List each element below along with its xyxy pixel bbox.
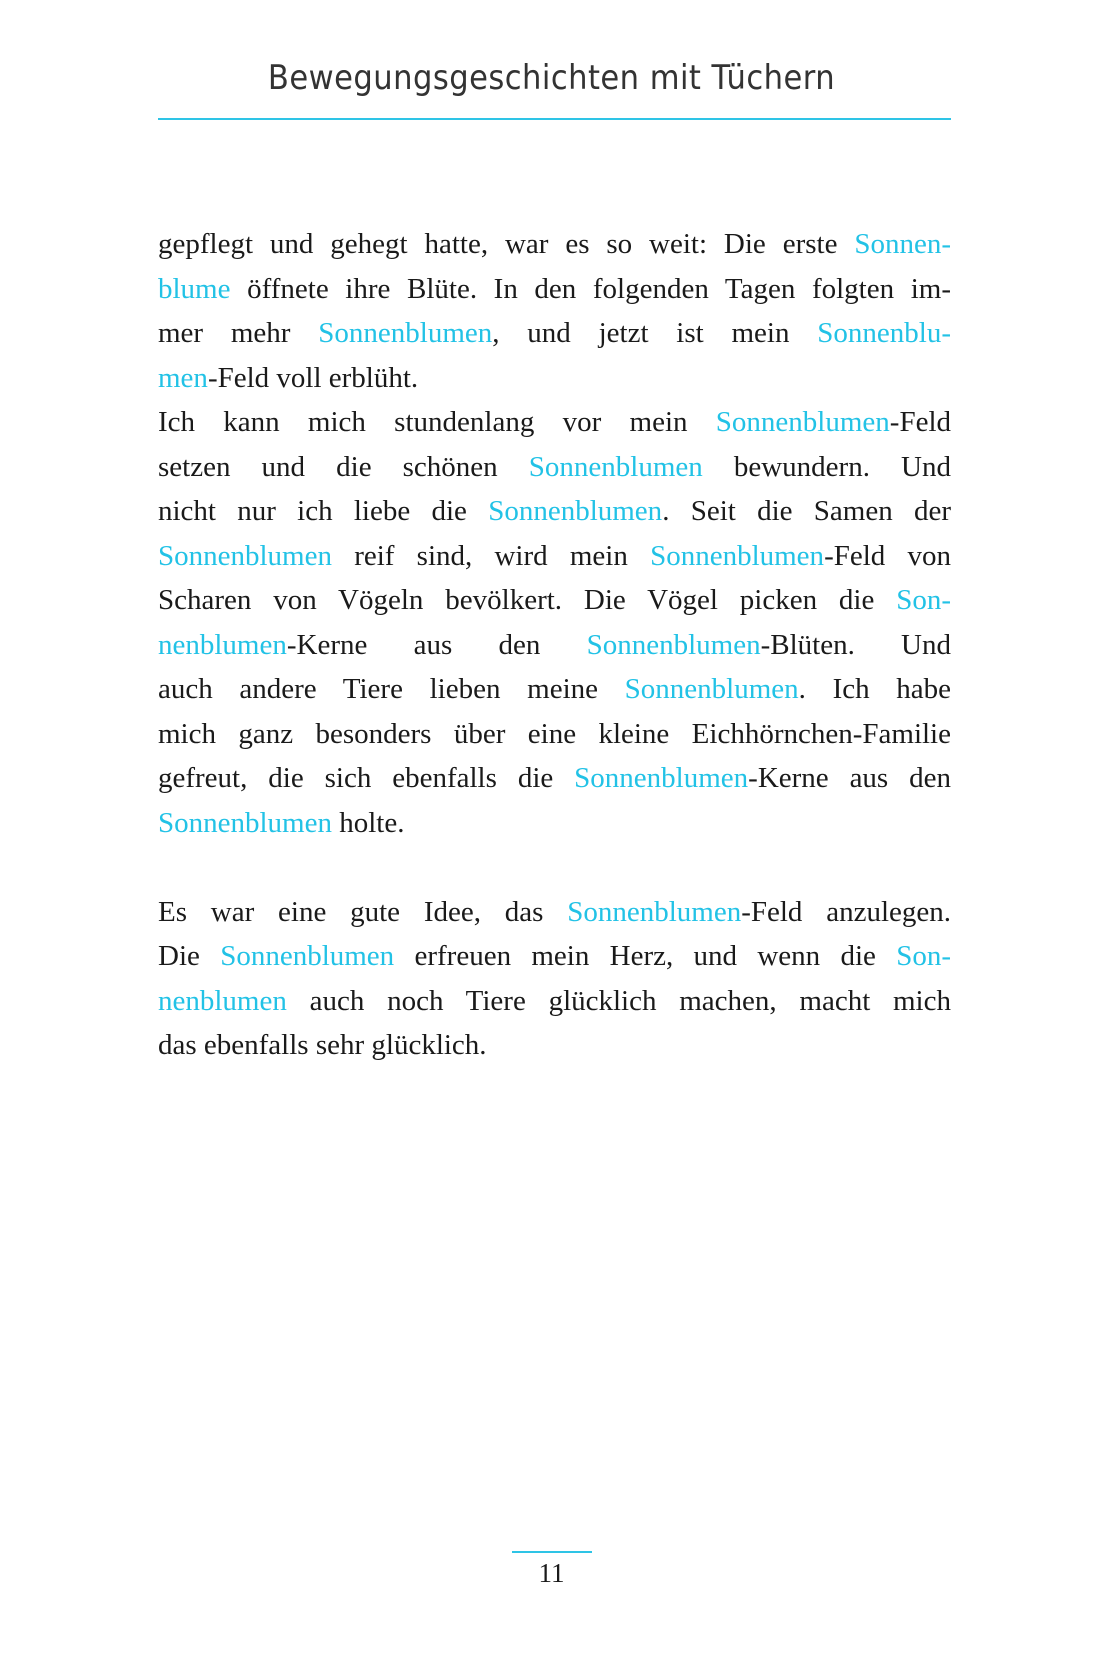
highlighted-word: Sonnenblumen (318, 317, 493, 349)
text-segment: . Ich habe (798, 673, 951, 705)
text-segment: -Feld (889, 406, 951, 438)
highlighted-word: Sonnenblumen (528, 450, 703, 483)
text-segment: gepflegt und gehegt hatte, war es so weit: Die erste (158, 228, 855, 260)
text-segment: Scharen von Vögeln bevölkert. Die Vögel picken die (158, 584, 897, 616)
text-segment: -Feld von (824, 539, 951, 572)
highlighted-word: Sonnenblu- (817, 317, 951, 349)
paragraph-1 (158, 222, 951, 400)
text-segment: gefreut, die sich ebenfalls die (158, 762, 575, 794)
text-line (158, 623, 951, 668)
text-line (158, 222, 951, 267)
highlighted-word: Sonnenblumen (586, 628, 761, 661)
text-line (158, 979, 951, 1024)
text-line (158, 356, 951, 401)
highlighted-word: Sonnenblumen (715, 406, 890, 438)
text-line (158, 934, 951, 979)
text-line (158, 267, 951, 312)
highlighted-word: blume (158, 272, 231, 305)
text-line (158, 801, 951, 846)
text-line (158, 578, 951, 623)
text-segment: -Kerne aus den (286, 628, 587, 661)
text-line (158, 712, 951, 757)
text-segment: -Blüten. Und (760, 628, 952, 661)
text-segment: , und jetzt ist mein (492, 317, 818, 349)
text-line (158, 534, 951, 579)
text-segment: das ebenfalls sehr glücklich. (158, 1029, 487, 1061)
text-line (158, 756, 951, 801)
highlighted-word: Sonnenblumen (488, 495, 663, 527)
highlighted-word: nenblumen (158, 984, 287, 1017)
text-segment: Ich kann mich stundenlang vor mein (158, 406, 716, 438)
paragraph-2 (158, 400, 951, 845)
highlighted-word: Sonnenblumen (567, 895, 742, 928)
text-segment: Es war eine gute Idee, das (158, 895, 568, 928)
highlighted-word: Sonnenblumen (220, 940, 395, 972)
text-segment: -Kerne aus den (748, 762, 952, 794)
text-line (158, 445, 951, 490)
text-segment: setzen und die schönen (158, 450, 529, 483)
page-header-title: Bewegungsgeschichten mit Tüchern (267, 58, 836, 98)
paragraph-3 (158, 890, 951, 1068)
text-segment: auch noch Tiere glücklich machen, macht mich (286, 984, 951, 1017)
text-line (158, 311, 951, 356)
highlighted-word: Sonnenblumen (574, 762, 749, 794)
highlighted-word: Sonnenblumen (624, 673, 799, 705)
text-segment: . Seit die Samen der (662, 495, 951, 527)
text-segment: auch andere Tiere lieben meine (158, 673, 625, 705)
footer-divider (512, 1551, 592, 1553)
text-segment: Die (158, 940, 221, 972)
body-text (158, 222, 951, 1068)
highlighted-word: Sonnenblumen (650, 539, 825, 572)
text-segment: -Feld voll erblüht. (207, 361, 419, 394)
highlighted-word: Sonnenblumen (158, 806, 332, 839)
highlighted-word: Son- (896, 940, 951, 972)
text-segment: mer mehr (158, 317, 319, 349)
text-segment: bewundern. Und (702, 450, 951, 483)
text-line (158, 667, 951, 712)
text-segment: erfreuen mein Herz, und wenn die (394, 940, 897, 972)
text-segment: nicht nur ich liebe die (158, 495, 489, 527)
highlighted-word: Sonnenblumen (158, 539, 332, 572)
page-number: 11 (538, 1558, 565, 1588)
text-line (158, 400, 951, 445)
paragraph-gap (158, 845, 951, 890)
text-line (158, 1023, 951, 1068)
highlighted-word: Sonnen- (854, 228, 951, 260)
text-line (158, 890, 951, 935)
highlighted-word: Son- (896, 584, 951, 616)
text-segment: reif sind, wird mein (332, 539, 651, 572)
highlighted-word: nenblumen (158, 628, 287, 661)
header-divider (158, 118, 951, 120)
text-segment: holte. (332, 806, 405, 839)
text-line (158, 489, 951, 534)
text-segment: öffnete ihre Blüte. In den folgenden Tagen folgten im- (230, 272, 951, 305)
text-segment: -Feld anzulegen. (741, 895, 951, 928)
highlighted-word: men (158, 361, 208, 394)
text-segment: mich ganz besonders über eine kleine Eichhörnchen-Familie (158, 717, 951, 750)
